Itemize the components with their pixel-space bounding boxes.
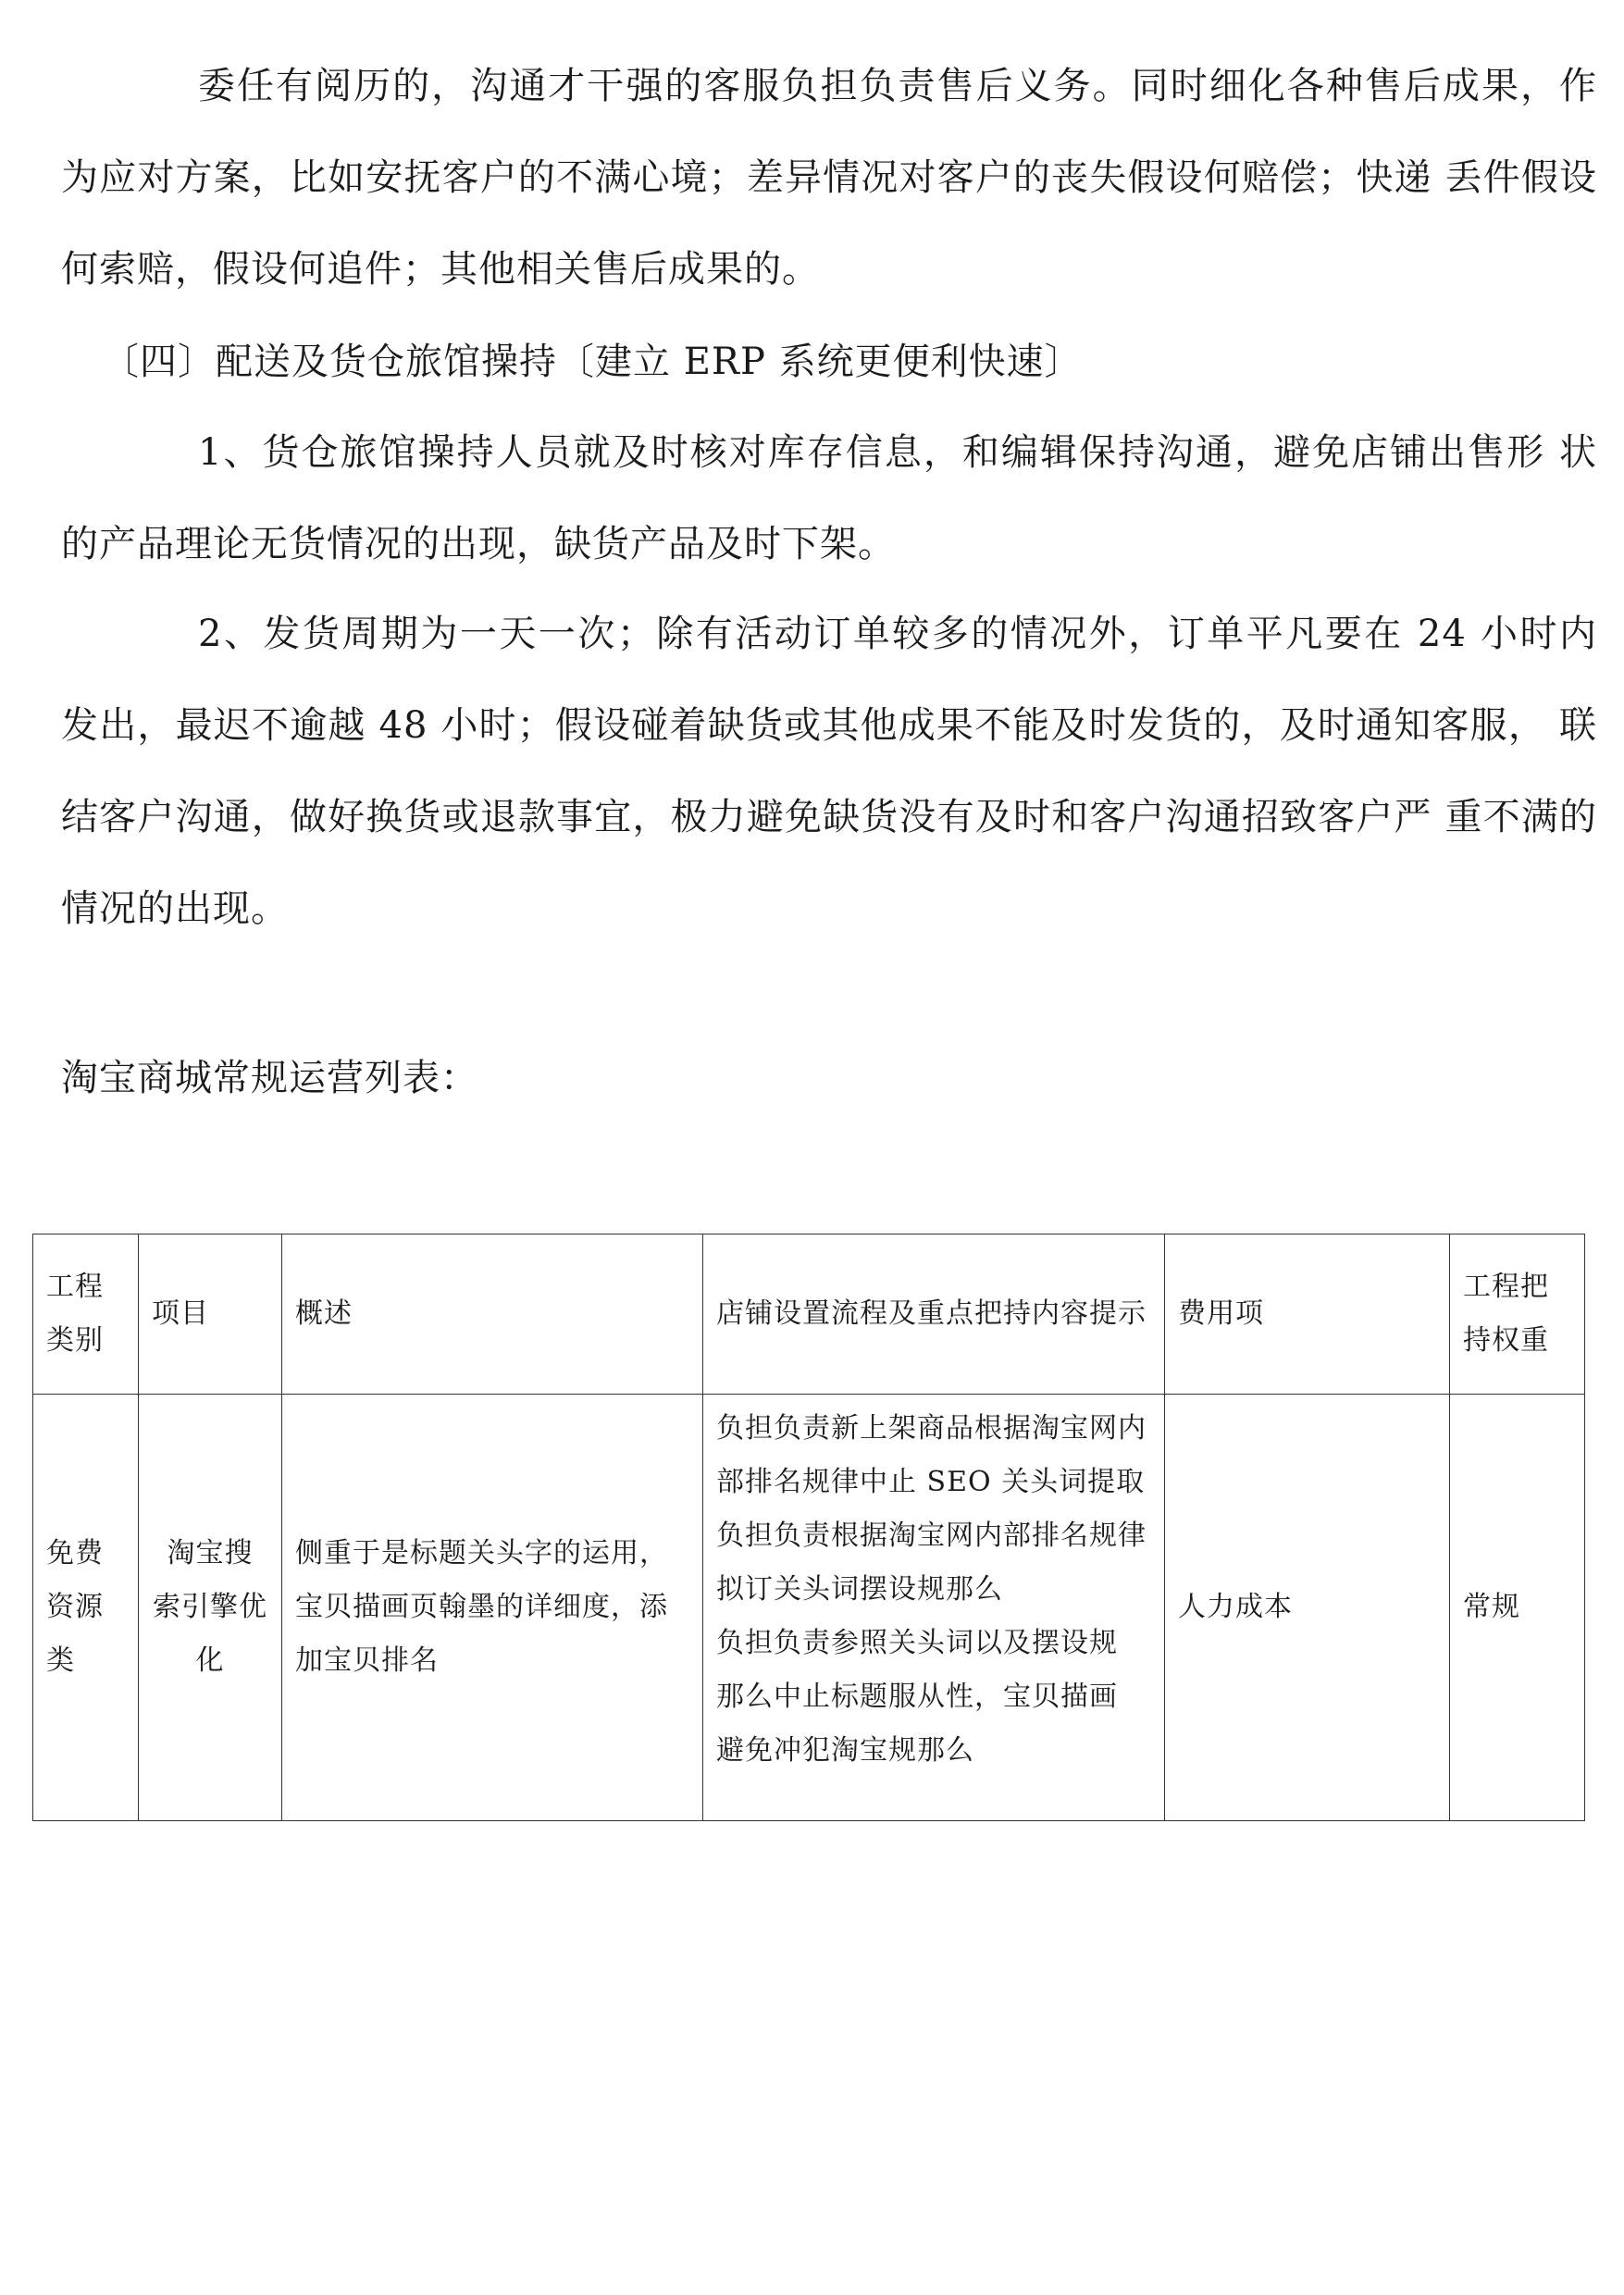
process-item: 负担负责根据淘宝网内部排名规律拟订关头词摆设规那么 <box>716 1520 1147 1606</box>
cell-cost: 人力成本 <box>1165 1395 1450 1821</box>
operations-table <box>32 1234 1585 1821</box>
paragraph-shipping: 2、发货周期为一天一次；除有活动订单较多的情况外，订单平凡要在 24 小时内 发出，最迟不逾越 48 小时；假设碰着缺货或其他成果不能及时发货的，及时通知客服， 联结客户沟通，做好换货或退款事宜，极力避免缺货没有及时和客户沟通招致客户严 重不满的情况的出现。 <box>61 613 1597 930</box>
header-cost: 费用项 <box>1165 1234 1450 1395</box>
table-header-row <box>33 1234 1585 1395</box>
process-item: 负担负责新上架商品根据淘宝网内部排名规律中止 SEO 关头词提取 <box>716 1412 1147 1498</box>
header-process: 店铺设置流程及重点把持内容提示 <box>703 1234 1165 1395</box>
header-category: 工程类别 <box>33 1234 139 1395</box>
header-item: 项目 <box>139 1234 282 1395</box>
table-title: 淘宝商城常规运营列表： <box>61 1057 478 1099</box>
cell-process <box>703 1395 1165 1821</box>
paragraph-after-sales: 委任有阅历的，沟通才干强的客服负担负责售后义务。同时细化各种售后成果，作为应对方案，比如安抚客户的不满心境；差异情况对客户的丧失假设何赔偿；快递 丢件假设何索赔，假设何追件；其他相关售后成果的。 <box>61 65 1597 291</box>
process-list <box>716 1402 1151 1778</box>
section-heading-delivery-warehouse: 〔四〕配送及货仓旅馆操持〔建立 ERP 系统更便利快速〕 <box>102 341 1083 383</box>
cell-summary: 侧重于是标题关头字的运用，宝贝描画页翰墨的详细度，添加宝贝排名 <box>282 1395 703 1821</box>
header-weight: 工程把持权重 <box>1450 1234 1585 1395</box>
header-summary: 概述 <box>282 1234 703 1395</box>
process-item: 负担负责参照关头词以及摆设规 那么中止标题服从性，宝贝描画 避免冲犯淘宝规那么 <box>716 1627 1118 1767</box>
paragraph-inventory: 1、货仓旅馆操持人员就及时核对库存信息，和编辑保持沟通，避免店铺出售形 状的产品理论无货情况的出现，缺货产品及时下架。 <box>61 431 1597 565</box>
cell-category: 免费资源类 <box>33 1395 139 1821</box>
cell-weight: 常规 <box>1450 1395 1585 1821</box>
cell-item: 淘宝搜 索引擎优化 <box>139 1395 282 1821</box>
table-row <box>33 1395 1585 1821</box>
